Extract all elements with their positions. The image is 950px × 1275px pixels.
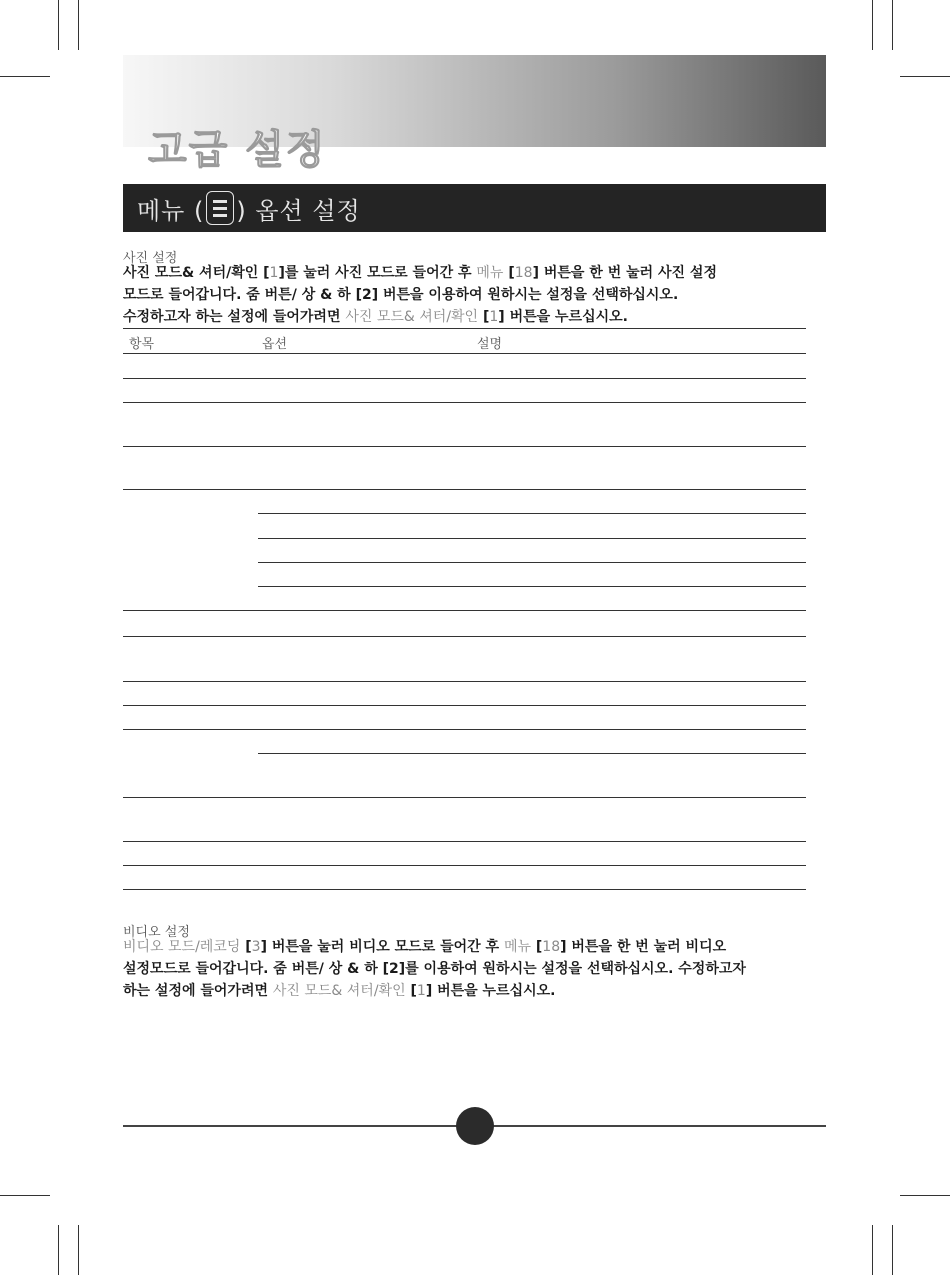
highlight-text: 비디오 모드/레코딩 bbox=[123, 939, 241, 955]
highlight-text: 메뉴 bbox=[503, 939, 532, 955]
section-title-suffix: ) 옵션 설정 bbox=[236, 196, 361, 225]
crop-mark bbox=[0, 76, 50, 77]
body-text: ] 버튼을 한 번 눌러 비디오 bbox=[560, 939, 727, 955]
highlight-text: 메뉴 bbox=[476, 265, 504, 281]
table-row bbox=[258, 539, 806, 563]
highlight-text: 18 bbox=[542, 939, 561, 955]
crop-mark bbox=[872, 0, 873, 50]
table-row bbox=[123, 842, 806, 866]
highlight-text: 3 bbox=[251, 939, 261, 955]
body-text: 설정모드로 들어갑니다. 줌 버튼/ 상 & 하 [2]를 이용하여 원하시는 설정을 선택하십시오. 수정하고자 bbox=[123, 961, 746, 977]
section-title-prefix: 메뉴 ( bbox=[137, 196, 205, 225]
crop-mark bbox=[900, 1195, 950, 1196]
table-row bbox=[123, 706, 806, 730]
table-row bbox=[123, 637, 806, 682]
video-line-3 bbox=[123, 983, 555, 999]
crop-mark bbox=[58, 1225, 59, 1275]
settings-table bbox=[123, 328, 806, 890]
table-row bbox=[123, 403, 806, 447]
photo-settings-instructions bbox=[123, 262, 835, 328]
table-row bbox=[258, 514, 806, 539]
crop-mark bbox=[900, 76, 950, 77]
video-settings-heading: 비디오 설정 bbox=[123, 925, 190, 940]
video-line-1 bbox=[123, 939, 726, 955]
highlight-text: 1 bbox=[416, 983, 426, 999]
body-text: 사진 모드& 셔터/확인 [ bbox=[123, 265, 270, 281]
highlight-text: 사진 모드& 셔터/확인 bbox=[345, 309, 479, 325]
crop-mark bbox=[0, 1195, 50, 1196]
video-line-2 bbox=[123, 961, 746, 977]
photo-line-1 bbox=[123, 265, 717, 281]
table-row bbox=[123, 866, 806, 890]
body-text: [ bbox=[240, 939, 252, 955]
table-row bbox=[123, 379, 806, 403]
crop-mark bbox=[78, 0, 79, 50]
page-number-circle bbox=[456, 1107, 494, 1145]
highlight-text: 1 bbox=[489, 309, 499, 325]
table-row bbox=[123, 354, 806, 379]
menu-list-icon bbox=[206, 191, 234, 225]
crop-mark bbox=[892, 1225, 893, 1275]
column-header-option: 옵션 bbox=[262, 337, 288, 352]
crop-mark bbox=[872, 1225, 873, 1275]
chapter-title: 고급 설정 bbox=[148, 127, 327, 173]
photo-settings-heading: 사진 설정 bbox=[123, 251, 178, 266]
body-text: ] 버튼을 누르십시오. bbox=[425, 983, 556, 999]
body-text: ] 버튼을 눌러 비디오 모드로 들어간 후 bbox=[260, 939, 504, 955]
table-header-row bbox=[123, 329, 806, 354]
table-row bbox=[258, 563, 806, 587]
body-text: ] 버튼을 누르십시오. bbox=[498, 309, 628, 325]
table-row bbox=[258, 730, 806, 754]
table-row bbox=[123, 587, 806, 611]
table-row bbox=[258, 490, 806, 514]
body-text: 하는 설정에 들어가려면 bbox=[123, 983, 273, 999]
video-settings-instructions bbox=[123, 936, 835, 1002]
table-row bbox=[123, 447, 806, 490]
crop-mark bbox=[892, 0, 893, 50]
body-text: ]를 눌러 사진 모드로 들어간 후 bbox=[278, 265, 477, 281]
table-row bbox=[123, 682, 806, 706]
body-text: [ bbox=[531, 939, 543, 955]
column-header-description: 설명 bbox=[477, 337, 503, 352]
body-text: 모드로 들어갑니다. 줌 버튼/ 상 & 하 [2] 버튼을 이용하여 원하시는 설정을 선택하십시오. bbox=[123, 287, 679, 303]
body-text: [ bbox=[478, 309, 490, 325]
highlight-text: 18 bbox=[514, 265, 533, 281]
photo-line-2 bbox=[123, 287, 678, 303]
highlight-text: 1 bbox=[269, 265, 279, 281]
body-text: [ bbox=[405, 983, 417, 999]
column-header-item: 항목 bbox=[129, 337, 155, 352]
section-title-bar bbox=[123, 184, 826, 232]
table-row bbox=[123, 754, 806, 798]
table-row bbox=[123, 798, 806, 842]
body-text: ] 버튼을 한 번 눌러 사진 설정 bbox=[532, 265, 717, 281]
body-text: 수정하고자 하는 설정에 들어가려면 bbox=[123, 309, 346, 325]
crop-mark bbox=[58, 0, 59, 50]
photo-line-3 bbox=[123, 309, 628, 325]
table-row bbox=[123, 611, 806, 637]
body-text: [ bbox=[503, 265, 515, 281]
highlight-text: 사진 모드& 셔터/확인 bbox=[272, 983, 406, 999]
crop-mark bbox=[78, 1225, 79, 1275]
